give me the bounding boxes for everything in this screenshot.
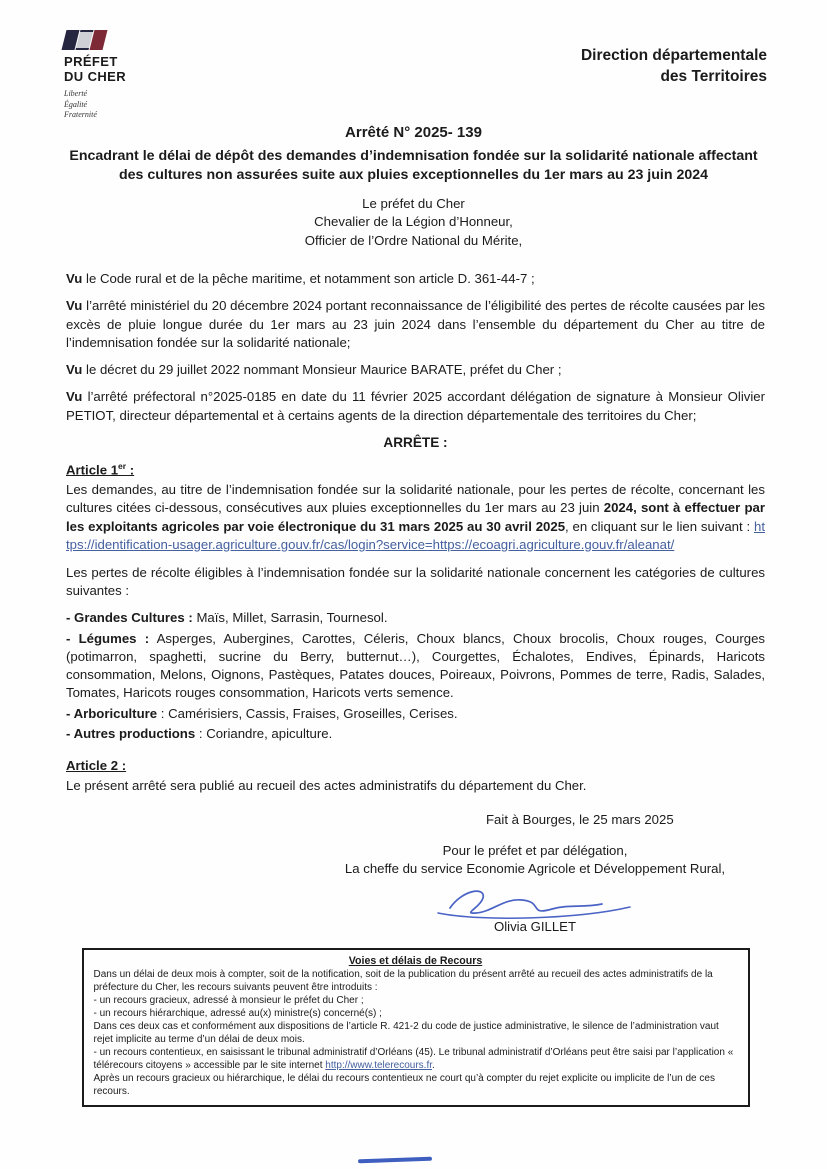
- category-legumes: [66, 630, 765, 703]
- article-2-section: [66, 757, 765, 795]
- category-text: Maïs, Millet, Sarrasin, Tournesol.: [192, 610, 388, 626]
- salutation-block: [0, 195, 827, 250]
- category-label: - Grandes Cultures :: [66, 610, 193, 626]
- delegation-line2: La cheffe du service Economie Agricole et Développement Rural,: [344, 860, 726, 876]
- decree-subject: Encadrant le délai de dépôt des demandes d’indemnisation fondée sur la solidarité nationale affectant des cultures non assurées suite aux pluies exceptionnelles du 1er mars au 23 juin 2024: [69, 148, 758, 184]
- article-1-heading-tail: :: [126, 461, 135, 477]
- vu-label: Vu: [66, 298, 83, 314]
- logo-name-line1: PRÉFET: [64, 54, 118, 69]
- logo-motto: [64, 89, 126, 120]
- article-1-heading: [66, 461, 765, 480]
- vu-label: Vu: [66, 271, 83, 287]
- category-text: Asperges, Aubergines, Carottes, Céleris, Choux blancs, Choux brocolis, Choux rouges, Courges (potimarron, spaghetti, sucrine du Berry, butternut…), Courgettes, Échalotes, Endives, Épinards, Haricots consommation, Melons, Oignons, Pastèques, Patates douces, Poireaux, Poivrons, Pommes de terre, Radis, Salades, Tomates, Haricots rouges consommation, Haricots verts semence.: [66, 630, 766, 701]
- place-and-date: Fait à Bourges, le 25 mars 2025: [486, 812, 674, 828]
- logo-name-line2: DU CHER: [64, 69, 127, 85]
- category-label: - Arboriculture: [66, 705, 158, 721]
- article-1-paragraph-2: Les pertes de récolte éligibles à l’indemnisation fondée sur la solidarité nationale concernent les catégories de cultures suivantes :: [66, 565, 765, 599]
- category-arboriculture: [66, 705, 765, 723]
- vu-text: le Code rural et de la pêche maritime, et notamment son article D. 361-44-7 ;: [82, 271, 535, 287]
- article-1-paragraph-1: [66, 481, 765, 554]
- salutation-line1: Le préfet du Cher: [362, 195, 465, 211]
- delegation-line1: Pour le préfet et par délégation,: [442, 842, 628, 858]
- recours-box: [82, 948, 750, 1108]
- direction-line2: des Territoires: [660, 67, 767, 85]
- category-text: : Coriandre, apiculture.: [195, 725, 333, 741]
- article-2-heading: Article 2 :: [66, 757, 127, 773]
- vu-paragraph-4: [66, 388, 765, 424]
- salutation-line3: Officier de l’Ordre National du Mérite,: [304, 232, 523, 248]
- vu-label: Vu: [66, 389, 83, 405]
- article-1-text-2: , en cliquant sur le lien suivant :: [565, 518, 754, 534]
- recours-item-hierarchique: - un recours hiérarchique, adressé au(x) ministre(s) concerné(s) ;: [93, 1008, 382, 1020]
- teledeclaration-link[interactable]: https://identification-usager.agriculture.gouv.fr/cas/login?service=https://ecoagri.agriculture.gouv.fr/aleanat/: [66, 518, 765, 552]
- vu-text: l’arrêté ministériel du 20 décembre 2024 portant reconnaissance de l’éligibilité des pertes de récolte causées par les excès de pluie longue durée du 1er mars au 23 juin 2024 dans l’ensemble du département du Cher au titre de l’indemnisation fondée sur la solidarité nationale;: [66, 298, 765, 350]
- direction-title: [581, 46, 767, 120]
- category-grandes-cultures: [66, 609, 765, 627]
- recours-intro: Dans un délai de deux mois à compter, soit de la notification, soit de la publication du présent arrêté au recueil des actes administratifs de la préfecture du Cher, les recours suivants peuvent être introduits :: [93, 969, 713, 994]
- category-label: - Légumes :: [66, 630, 150, 646]
- category-text: : Camérisiers, Cassis, Fraises, Groseilles, Cerises.: [157, 705, 458, 721]
- title-block: [0, 124, 827, 184]
- logo-name: [64, 54, 126, 84]
- category-autres-productions: [66, 725, 765, 743]
- recours-final-paragraph: Après un recours gracieux ou hiérarchique, le délai du recours contentieux ne court qu’à compter du rejet explicite ou implicite de l’un de ces recours.: [93, 1073, 715, 1098]
- vu-text: le décret du 29 juillet 2022 nommant Monsieur Maurice BARATE, préfet du Cher ;: [82, 362, 562, 378]
- signatory-name: Olivia GILLET: [493, 918, 577, 934]
- telerecours-link[interactable]: http://www.telerecours.fr: [325, 1060, 433, 1072]
- category-label: - Autres productions: [66, 725, 196, 741]
- article-1-heading-sup: er: [118, 460, 127, 471]
- vu-paragraph-1: [66, 270, 765, 288]
- article-1-section: [66, 461, 765, 743]
- vu-paragraph-2: [66, 297, 765, 352]
- arrete-heading: ARRÊTE :: [383, 434, 448, 450]
- motto-egalite: Égalité: [64, 99, 88, 109]
- scan-pen-mark: [358, 1157, 432, 1164]
- article-1-bold-dates: 2024, sont à effectuer par les exploitants agricoles par voie électronique du 31 mars 2025 au 30 avril 2025: [66, 500, 765, 534]
- french-flag-icon: [64, 30, 108, 50]
- salutation-line2: Chevalier de la Légion d’Honneur,: [314, 214, 513, 230]
- recours-title: Voies et délais de Recours: [348, 954, 483, 967]
- prefet-logo: [64, 30, 126, 120]
- motto-fraternite: Fraternité: [64, 109, 97, 119]
- document-header: [0, 0, 827, 120]
- recours-silence-paragraph: Dans ces deux cas et conformément aux dispositions de l’article R. 421-2 du code de justice administrative, le silence de l’administration vaut rejet implicite au terme d’un délai de deux mois.: [93, 1021, 719, 1046]
- motto-liberte: Liberté: [64, 89, 88, 99]
- vu-paragraph-3: [66, 361, 765, 379]
- article-2-paragraph: Le présent arrêté sera publié au recueil des actes administratifs du département du Cher.: [66, 778, 587, 794]
- vu-text: l’arrêté préfectoral n°2025-0185 en date du 11 février 2025 accordant délégation de signature à Monsieur Olivier PETIOT, directeur départemental et à certains agents de la direction départementale des territoires du Cher;: [66, 389, 765, 423]
- document-body: [0, 270, 827, 1107]
- decree-number: Arrêté N° 2025- 139: [345, 124, 482, 142]
- vu-label: Vu: [66, 362, 83, 378]
- recours-contentieux-text-end: .: [432, 1060, 435, 1072]
- recours-contentieux-text: - un recours contentieux, en saisissant le tribunal administratif d’Orléans (45). Le tribunal administratif d’Orléans peut être saisi par l’application « télérecours citoyens » accessible par le site internet: [93, 1047, 734, 1072]
- handwritten-signature: [430, 878, 640, 922]
- recours-item-gracieux: - un recours gracieux, adressé à monsieur le préfet du Cher ;: [93, 995, 364, 1007]
- recours-item-contentieux: [94, 1046, 738, 1072]
- article-1-text-1: Les demandes, au titre de l’indemnisation fondée sur la solidarité nationale, pour les pertes de récolte, concernant les cultures citées ci-dessous, consécutives aux pluies exceptionnelles du 1er mars au 23 juin: [66, 482, 765, 516]
- signature-block: [300, 842, 770, 936]
- direction-line1: Direction départementale: [580, 47, 767, 64]
- vu-list: [66, 270, 765, 425]
- article-1-heading-main: Article 1: [66, 461, 119, 477]
